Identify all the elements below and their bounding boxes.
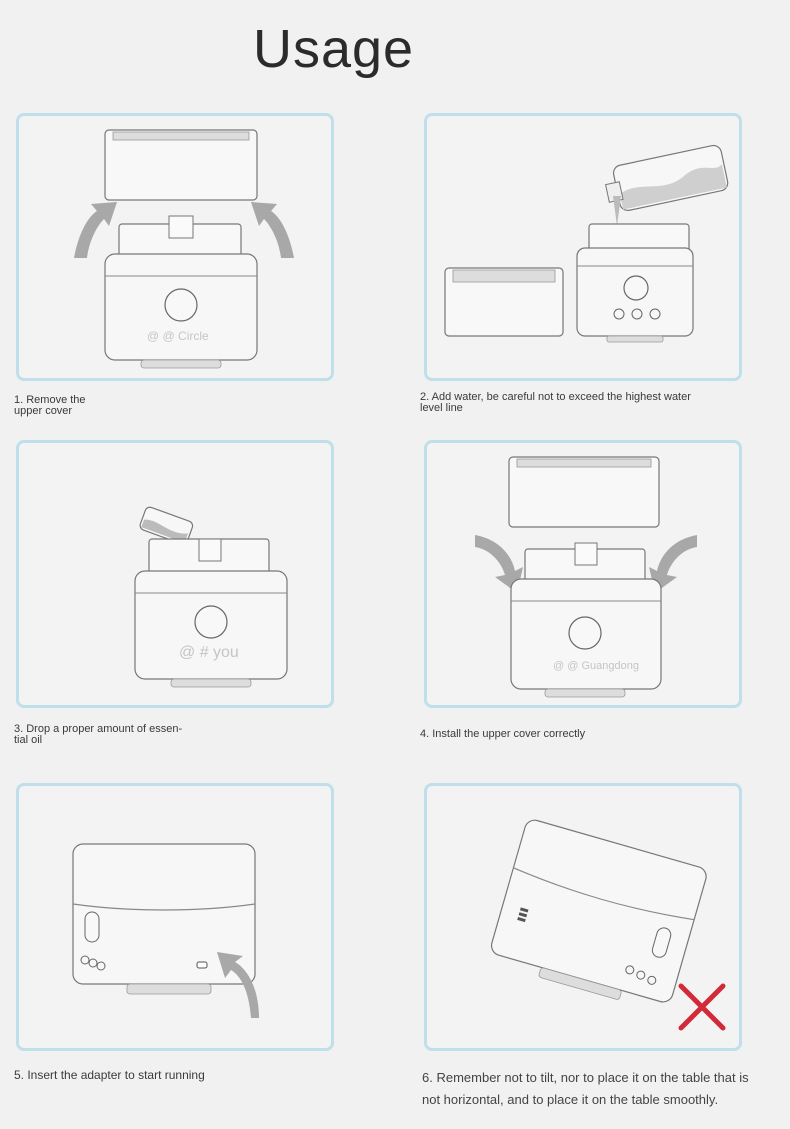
step-4-illustration xyxy=(424,440,742,708)
step-4-watermark: @ @ Guangdong xyxy=(553,660,639,672)
step-1-caption: 1. Remove the upper cover xyxy=(14,394,86,417)
step-1-watermark: @ @ Circle xyxy=(147,329,209,343)
step-5-illustration xyxy=(16,783,334,1051)
step-3-illustration xyxy=(16,440,334,708)
step-2-caption: 2. Add water, be careful not to exceed the highest water level line xyxy=(420,391,691,414)
step-4-caption: 4. Install the upper cover correctly xyxy=(420,728,586,740)
step-1-illustration xyxy=(16,113,334,381)
step-3-watermark: @ # you xyxy=(179,644,239,661)
step-6-illustration xyxy=(424,783,742,1051)
cross-icon xyxy=(681,986,723,1028)
step-2-illustration xyxy=(424,113,742,381)
step-6-caption: 6. Remember not to tilt, nor to place it on the table that is not horizontal, and to place it on the table smoothly. xyxy=(422,1070,749,1107)
page-title: Usage xyxy=(253,19,415,79)
step-5-caption: 5. Insert the adapter to start running xyxy=(14,1068,205,1082)
step-3-caption: 3. Drop a proper amount of essen- tial oil xyxy=(14,723,183,746)
